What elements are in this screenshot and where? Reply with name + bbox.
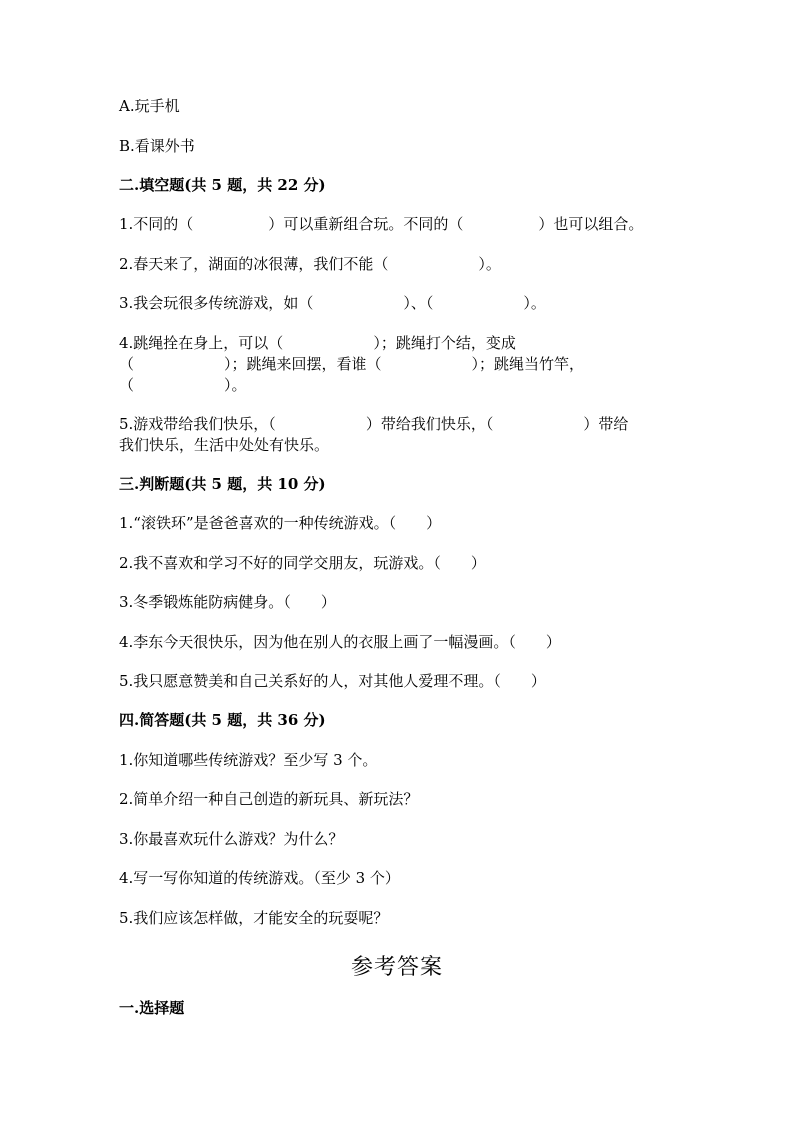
fill-blank-item-4-line2: （ ）；跳绳来回摆，看谁（ ）；跳绳当竹竿， (119, 355, 585, 373)
fill-blank-item-4-line3: （ ）。 (119, 376, 247, 394)
choice-b: B.看课外书 (119, 137, 195, 155)
fill-blank-item-3: 3.我会玩很多传统游戏，如（ ）、（ ）。 (119, 294, 546, 312)
choice-a: A.玩手机 (119, 97, 180, 115)
judge-item-4: 4.李东今天很快乐，因为他在别人的衣服上画了一幅漫画。（ ） (119, 633, 561, 651)
judge-item-3: 3.冬季锻炼能防病健身。（ ） (119, 593, 336, 611)
short-answer-item-2: 2.简单介绍一种自己创造的新玩具、新玩法？ (119, 790, 419, 808)
short-answer-item-5: 5.我们应该怎样做，才能安全的玩耍呢？ (119, 909, 389, 927)
judge-item-1: 1.“滚铁环”是爸爸喜欢的一种传统游戏。（ ） (119, 514, 442, 532)
fill-blank-item-2: 2.春天来了，湖面的冰很薄，我们不能（ ）。 (119, 255, 501, 273)
short-answer-item-1: 1.你知道哪些传统游戏？至少写 3 个。 (119, 751, 378, 769)
section3-heading: 三.判断题(共 5 题，共 10 分) (119, 475, 326, 493)
fill-blank-item-5-line1: 5.游戏带给我们快乐，（ ）带给我们快乐，（ ）带给 (119, 415, 629, 433)
short-answer-item-4: 4.写一写你知道的传统游戏。（至少 3 个） (119, 869, 400, 887)
answers-section1-heading: 一.选择题 (119, 999, 185, 1017)
fill-blank-item-5-line2: 我们快乐，生活中处处有快乐。 (119, 436, 330, 454)
fill-blank-item-1: 1.不同的（ ）可以重新组合玩。不同的（ ）也可以组合。 (119, 215, 644, 233)
section4-heading: 四.简答题(共 5 题，共 36 分) (119, 711, 326, 729)
section2-heading: 二.填空题(共 5 题，共 22 分) (119, 176, 326, 194)
answers-title: 参考答案 (350, 955, 443, 980)
fill-blank-item-4-line1: 4.跳绳拴在身上，可以（ ）；跳绳打个结，变成 (119, 334, 516, 352)
short-answer-item-3: 3.你最喜欢玩什么游戏？为什么？ (119, 830, 344, 848)
judge-item-2: 2.我不喜欢和学习不好的同学交朋友，玩游戏。（ ） (119, 554, 486, 572)
judge-item-5: 5.我只愿意赞美和自己关系好的人，对其他人爱理不理。（ ） (119, 672, 546, 690)
